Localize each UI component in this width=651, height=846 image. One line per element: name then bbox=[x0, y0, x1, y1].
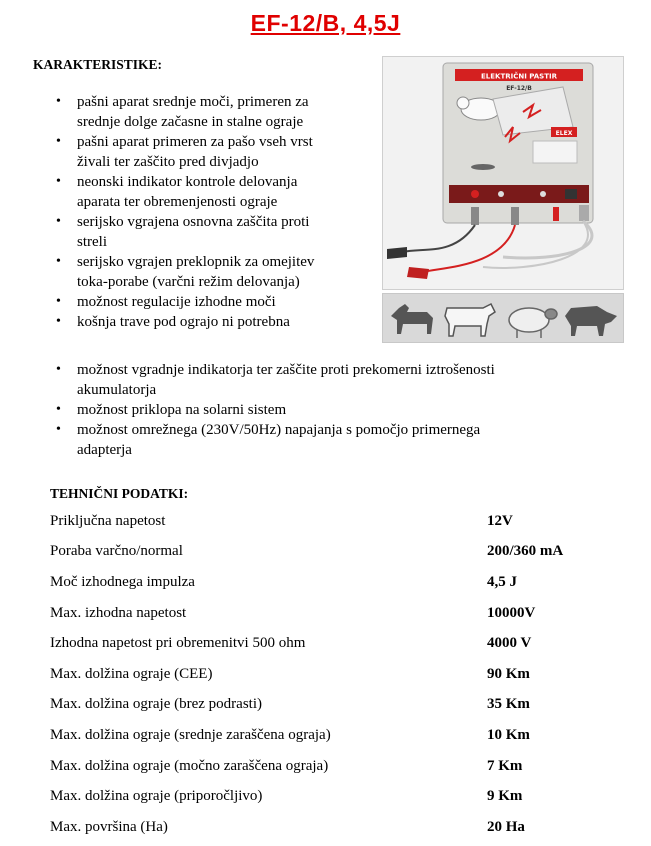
table-row: Max. dolžina ograje (brez podrasti) 35 Km bbox=[50, 696, 530, 713]
horse-icon bbox=[391, 304, 433, 334]
table-row: Max. izhodna napetost 10000V bbox=[50, 604, 536, 621]
electric-fence-device-image bbox=[383, 57, 623, 289]
sheep-icon bbox=[509, 308, 557, 338]
table-row: Izhodna napetost pri obremenitvi 500 ohm 4000 V bbox=[50, 635, 532, 652]
table-row: Priključna napetost 12V bbox=[50, 512, 513, 529]
device-brand-text: ELEX bbox=[555, 130, 573, 137]
cow-icon bbox=[445, 304, 495, 336]
product-photo bbox=[382, 56, 624, 290]
list-item: • serijsko vgrajena osnovna zaščita proti streli bbox=[50, 212, 380, 252]
table-row: Poraba varčno/normal 200/360 mA bbox=[50, 543, 564, 560]
tech-data-heading: TEHNIČNI PODATKI: bbox=[50, 486, 189, 501]
list-item: • košnja trave pod ograjo ni potrebna bbox=[50, 312, 380, 332]
table-row: Max. dolžina ograje (močno zaraščena ograja) 7 Km bbox=[50, 757, 523, 774]
boar-icon bbox=[565, 306, 617, 336]
list-item: • možnost regulacije izhodne moči bbox=[50, 292, 380, 312]
characteristics-list-top bbox=[50, 92, 380, 332]
list-item: • pašni aparat srednje moči, primeren za srednje dolge začasne in stalne ograje bbox=[50, 92, 380, 132]
characteristics-heading: KARAKTERISTIKE: bbox=[33, 57, 163, 72]
list-item: • neonski indikator kontrole delovanja aparata ter obremenjenosti ograje bbox=[50, 172, 380, 212]
device-model-text: EF-12/B bbox=[506, 85, 532, 92]
list-item: • možnost priklopa na solarni sistem bbox=[50, 400, 610, 420]
device-label-text: ELEKTRIČNI PASTIR bbox=[481, 72, 557, 81]
tech-data-table bbox=[50, 506, 563, 843]
table-row: Moč izhodnega impulza 4,5 J bbox=[50, 573, 517, 590]
characteristics-list-bottom bbox=[50, 360, 610, 460]
list-item: • pašni aparat primeren za pašo vseh vrst živali ter zaščito pred divjadjo bbox=[50, 132, 380, 172]
table-row: Max. dolžina ograje (CEE) 90 Km bbox=[50, 665, 530, 682]
list-item: • serijsko vgrajen preklopnik za omejitev toka-porabe (varčni režim delovanja) bbox=[50, 252, 380, 292]
table-row: Max. dolžina ograje (priporočljivo) 9 Km bbox=[50, 788, 523, 805]
animal-icons-strip bbox=[382, 293, 624, 343]
page-title: EF-12/B, 4,5J bbox=[250, 10, 401, 36]
table-row: Max. dolžina ograje (srednje zaraščena ograja) 10 Km bbox=[50, 726, 530, 743]
list-item: • možnost omrežnega (230V/50Hz) napajanja s pomočjo primernega adapterja bbox=[50, 420, 610, 460]
table-row: Max. površina (Ha) 20 Ha bbox=[50, 818, 525, 835]
list-item: • možnost vgradnje indikatorja ter zaščite proti prekomerni iztrošenosti akumulatorja bbox=[50, 360, 610, 400]
